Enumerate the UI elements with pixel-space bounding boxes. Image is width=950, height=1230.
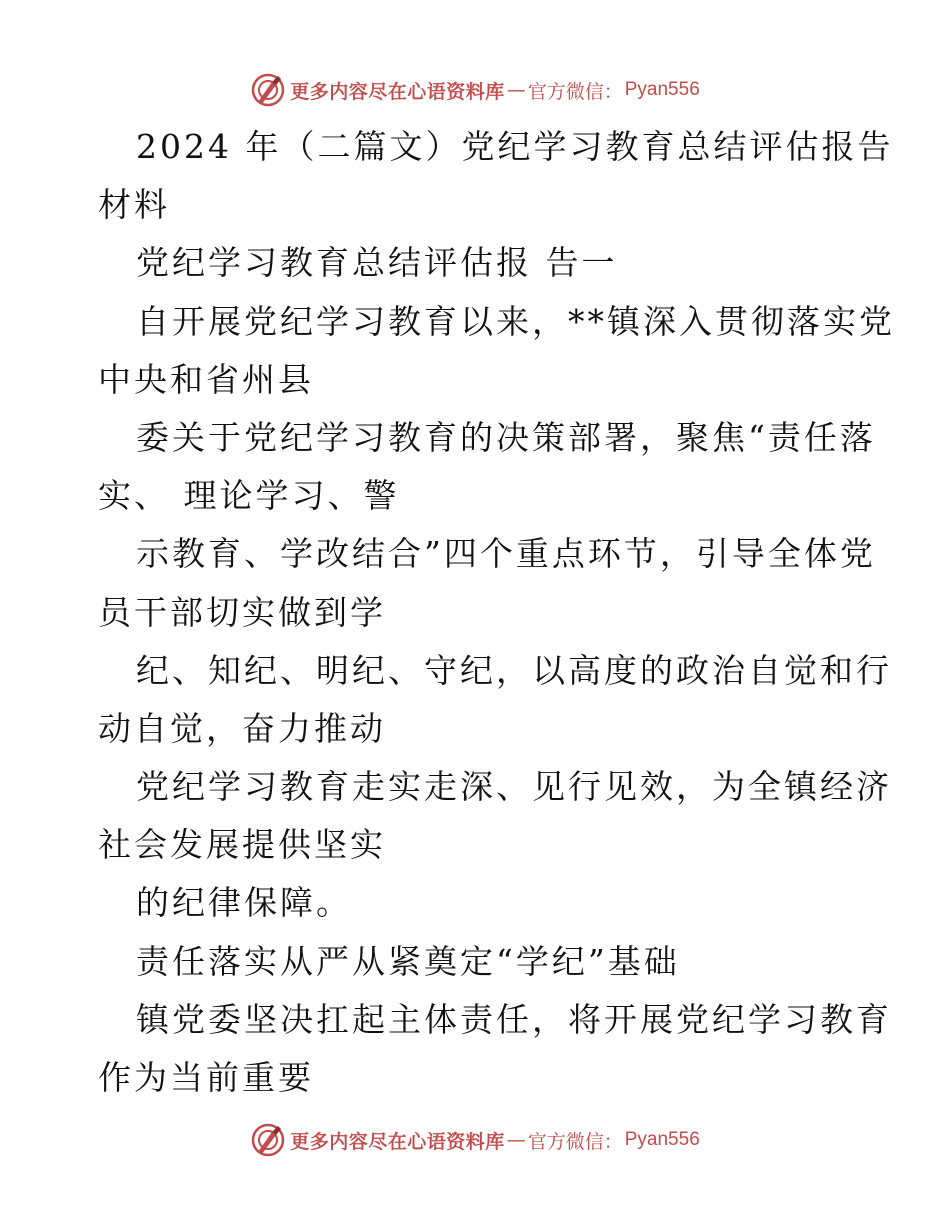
paragraph-line: 动自觉，奋力推动 [98, 708, 386, 748]
watermark-official-label: 官方微信： [527, 1130, 623, 1153]
paragraph-line: 党纪学习教育走实走深、见行见效，为全镇经济 [136, 767, 892, 807]
document-body [98, 118, 895, 1107]
watermark-site-text: 更多内容尽在心语资料库 [290, 1130, 505, 1153]
watermark-footer [0, 1120, 950, 1160]
document-title-line-2: 材料 [98, 185, 170, 225]
paragraph-line: 作为当前重要 [98, 1058, 314, 1097]
section-heading-1: 党纪学习教育总结评估报 告一 [136, 243, 618, 283]
watermark-header [0, 70, 950, 110]
paragraph-line: 员干部切实做到学 [98, 592, 386, 632]
watermark-wechat-id: Pyan556 [624, 1129, 700, 1150]
document-title-line-1: 2024 年（二篇文）党纪学习教育总结评估报告 [136, 127, 894, 166]
watermark-separator: — [506, 1129, 526, 1151]
watermark-wechat-id: Pyan556 [624, 79, 700, 100]
paragraph-line: 委关于党纪学习教育的决策部署，聚焦“责任落 [136, 417, 876, 457]
watermark-separator: — [506, 79, 526, 101]
paragraph-line: 中央和省州县 [98, 359, 314, 399]
paragraph-line: 自开展党纪学习教育以来，**镇深入贯彻落实党 [136, 301, 895, 341]
paragraph-line: 的纪律保障。 [136, 883, 352, 923]
watermark-site-text: 更多内容尽在心语资料库 [290, 80, 505, 103]
pen-logo-icon [250, 1122, 286, 1158]
paragraph-line: 实、 理论学习、警 [98, 476, 400, 516]
paragraph-line: 社会发展提供坚实 [98, 825, 386, 865]
paragraph-line: 示教育、学改结合”四个重点环节，引导全体党 [136, 534, 876, 574]
paragraph-line: 纪、知纪、明纪、守纪，以高度的政治自觉和行 [136, 650, 892, 690]
watermark-official-label: 官方微信： [527, 80, 623, 103]
pen-logo-icon [250, 72, 286, 108]
section-heading-2: 责任落实从严从紧奠定“学纪”基础 [136, 941, 680, 981]
paragraph-line: 镇党委坚决扛起主体责任，将开展党纪学习教育 [136, 999, 892, 1039]
